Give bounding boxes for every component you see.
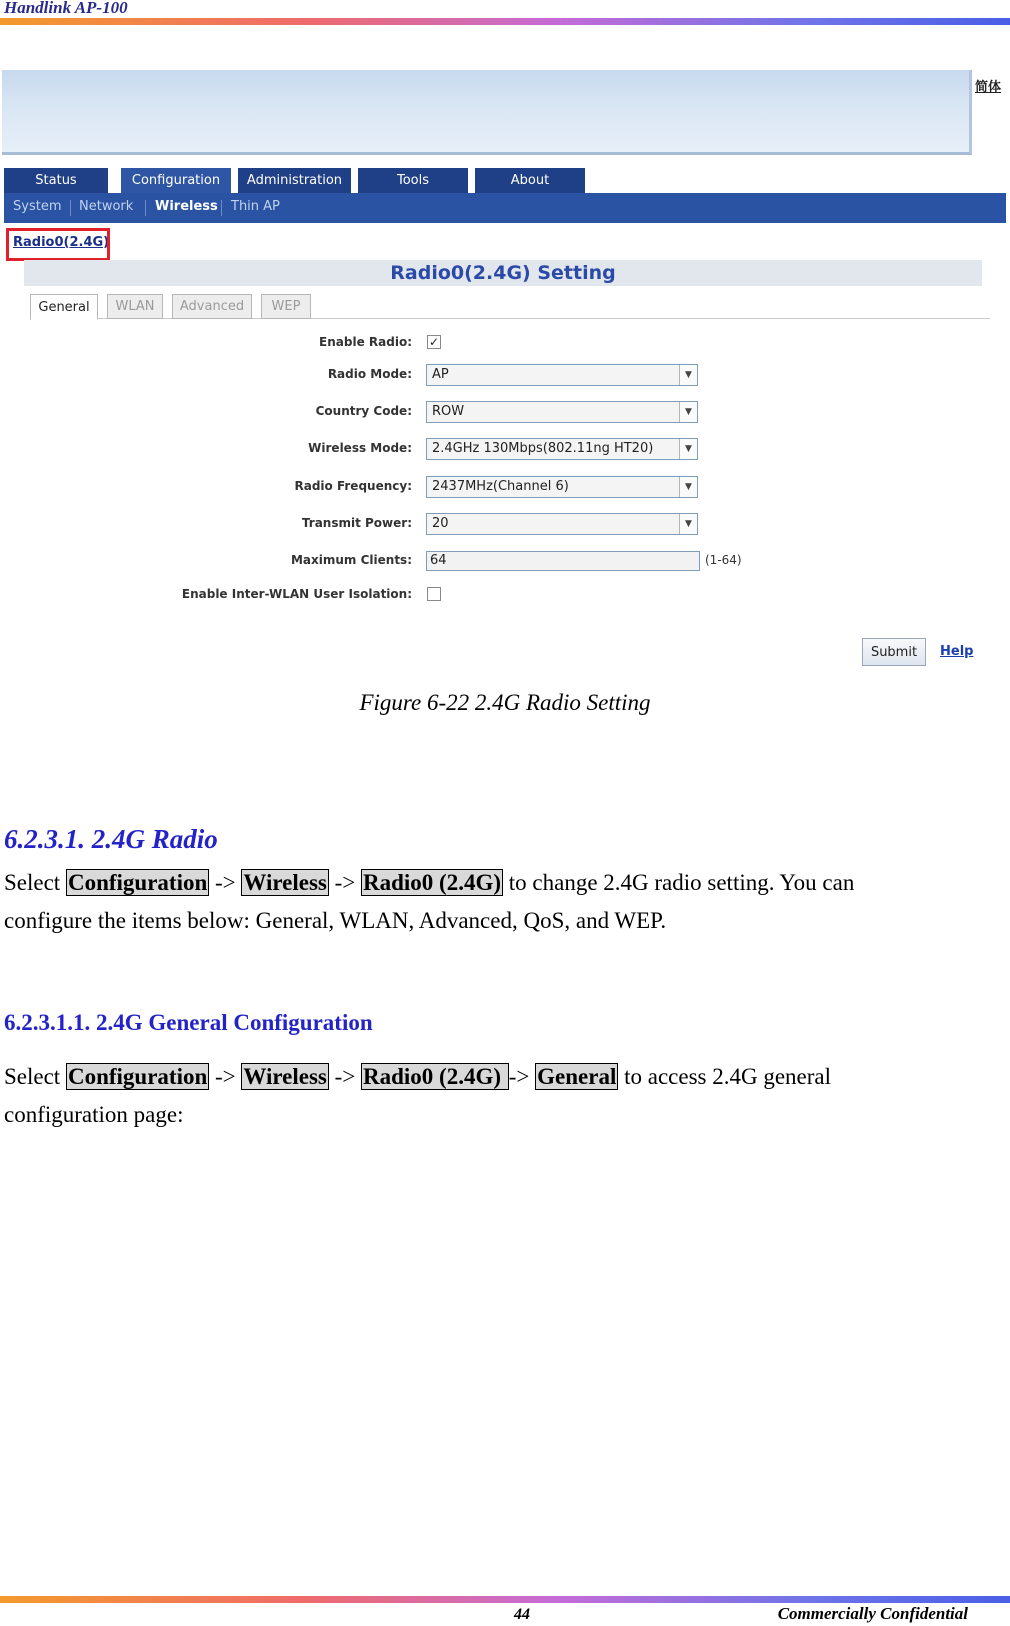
document-title: Handlink AP-100 [4, 0, 128, 17]
arrow-text: -> [328, 1064, 362, 1089]
wireless-mode-label: Wireless Mode: [308, 441, 412, 455]
chevron-down-icon: ▼ [679, 514, 697, 534]
subsection-heading: 6.2.3.1.1. 2.4G General Configuration [4, 1010, 373, 1035]
tab-tools[interactable]: Tools [358, 168, 468, 193]
tab-advanced[interactable]: Advanced [172, 294, 252, 319]
radio0-link[interactable]: Radio0(2.4G) [13, 235, 110, 250]
tab-about[interactable]: About [475, 168, 585, 193]
tab-configuration[interactable]: Configuration [121, 168, 231, 193]
keyword-wireless: Wireless [243, 1064, 327, 1089]
country-code-row [0, 401, 1006, 425]
radio-frequency-select[interactable] [426, 476, 698, 498]
keyword-configuration: Configuration [67, 870, 208, 895]
text: to change 2.4G radio setting. You can [503, 870, 855, 895]
radio-mode-row [0, 364, 1006, 388]
max-clients-label: Maximum Clients: [290, 553, 412, 567]
max-clients-row [0, 550, 1006, 574]
wireless-mode-row [0, 438, 1006, 462]
chevron-down-icon: ▼ [679, 439, 697, 459]
subnav-thin-ap[interactable]: Thin AP [231, 199, 280, 214]
isolation-checkbox[interactable] [427, 587, 441, 601]
max-clients-input[interactable]: 64 [426, 551, 700, 571]
keyword-wireless: Wireless [243, 870, 327, 895]
tab-status[interactable]: Status [4, 168, 108, 193]
tab-wlan[interactable]: WLAN [107, 294, 163, 319]
chevron-down-icon: ▼ [679, 402, 697, 422]
confidential-label: Commercially Confidential [777, 1604, 968, 1623]
section-paragraph-2 [4, 1058, 1004, 1134]
subnav-separator [70, 200, 71, 216]
max-clients-hint: (1-64) [705, 553, 742, 567]
subnav-network[interactable]: Network [79, 199, 134, 214]
wireless-mode-value: 2.4GHz 130Mbps(802.11ng HT20) [432, 441, 654, 456]
arrow-text: -> [209, 1064, 242, 1089]
submit-button[interactable]: Submit [862, 638, 926, 666]
header-gradient-bar [0, 18, 1010, 25]
country-code-select[interactable] [426, 401, 698, 423]
radio-frequency-value: 2437MHz(Channel 6) [432, 479, 569, 494]
country-code-value: ROW [432, 404, 465, 419]
figure-caption: Figure 6-22 2.4G Radio Setting [359, 690, 651, 715]
document-footer [0, 1596, 1010, 1626]
transmit-power-row [0, 513, 1006, 537]
isolation-row [0, 584, 1006, 608]
keyword-configuration: Configuration [67, 1064, 208, 1089]
sub-navigation [4, 193, 1006, 223]
ui-banner [2, 70, 972, 155]
setting-title-bar [24, 260, 982, 286]
subnav-separator [221, 200, 222, 216]
keyword-general: General [537, 1064, 617, 1089]
transmit-power-label: Transmit Power: [301, 516, 412, 530]
tab-general[interactable]: General [30, 294, 98, 320]
enable-radio-checkbox[interactable]: ✓ [428, 335, 440, 349]
text: configure the items below: General, WLAN, Advanced, QoS, and WEP. [4, 908, 667, 933]
transmit-power-select[interactable] [426, 513, 698, 535]
subnav-wireless[interactable]: Wireless [155, 199, 218, 214]
arrow-text: -> [209, 870, 242, 895]
section-heading: 6.2.3.1. 2.4G Radio [4, 824, 218, 854]
chevron-down-icon: ▼ [679, 365, 697, 385]
radio-mode-value: AP [432, 367, 449, 382]
section-paragraph-1 [4, 864, 1004, 940]
subnav-separator [145, 200, 146, 216]
keyword-radio0: Radio0 (2.4G) [363, 1064, 507, 1089]
language-link[interactable]: 简体 [975, 80, 1002, 95]
setting-title: Radio0(2.4G) Setting [390, 262, 616, 284]
chevron-down-icon: ▼ [679, 477, 697, 497]
text: Select [4, 1064, 66, 1089]
isolation-label: Enable Inter-WLAN User Isolation: [181, 587, 412, 601]
radio-frequency-row [0, 476, 1006, 500]
text: configuration page: [4, 1102, 184, 1127]
radio-mode-label: Radio Mode: [327, 367, 412, 381]
country-code-label: Country Code: [315, 404, 412, 418]
setting-tabs [30, 294, 990, 319]
transmit-power-value: 20 [432, 516, 449, 531]
tab-administration[interactable]: Administration [238, 168, 351, 193]
arrow-text: -> [508, 1064, 536, 1089]
tab-wep[interactable]: WEP [261, 294, 311, 319]
enable-radio-label: Enable Radio: [319, 335, 412, 349]
page-number: 44 [514, 1606, 530, 1623]
router-ui-screenshot [0, 70, 1006, 670]
enable-radio-row [0, 332, 1006, 356]
document-header [0, 0, 1010, 26]
radio-frequency-label: Radio Frequency: [294, 479, 412, 493]
highlight-box [6, 228, 110, 261]
arrow-text: -> [328, 870, 362, 895]
help-link[interactable]: Help [940, 644, 974, 659]
radio-mode-select[interactable] [426, 364, 698, 386]
footer-gradient-bar [0, 1596, 1010, 1603]
keyword-radio0: Radio0 (2.4G) [363, 870, 502, 895]
text: to access 2.4G general [618, 1064, 832, 1089]
subnav-system[interactable]: System [13, 199, 62, 214]
main-tabs [4, 168, 1006, 193]
wireless-mode-select[interactable] [426, 438, 698, 460]
text: Select [4, 870, 66, 895]
